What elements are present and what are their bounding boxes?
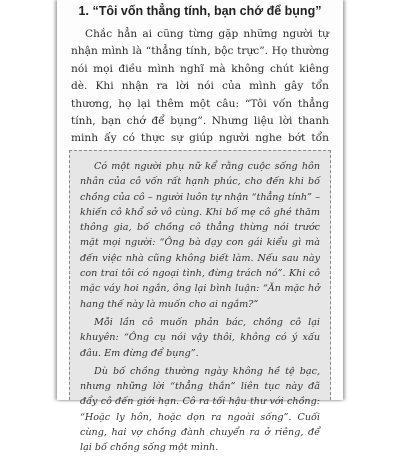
intro-paragraph: Chắc hẳn ai cũng từng gặp những người tự nhận mình là “thẳng tính, bộc trực”. Họ thường nói mọi điều mình nghĩ mà không chút kiêng dè. Khi nhận ra lời nói của mình gây tổn thương, họ lại thêm một câu: “Tôi vốn thẳng tính, bạn chớ để bụng”. Nhưng liệu lời thanh minh ấy có thực sự giúp người nghe bớt tổn	[71, 28, 329, 145]
story-box	[69, 150, 331, 454]
book-page	[57, 0, 343, 454]
story-paragraph-1: Có một người phụ nữ kể rằng cuộc sống hôn nhân của cô vốn rất hạnh phúc, cho đến khi bố chồng của cô – người luôn tự nhận “thẳng tính” – khiến cô khổ sở vô cùng. Khi bố mẹ cô ghé thăm thông gia, bố chồng cô thẳng thừng nói trước mặt mọi người: “Ông bà dạy con gái kiểu gì mà đến việc nhà cũng không biết làm. Nếu sau này con trai tôi có ngoại tình, đừng trách nó”. Khi cô mặc váy hoi ngắn, ông lại bình luận: “Ăn mặc hở hang thế này là muốn cho ai ngắm?”	[80, 161, 320, 310]
story-paragraph-2: Mỗi lần cô muốn phản bác, chồng cô lại khuyên: “Ông cụ nói vậy thôi, không có ý xấu đâu. Em đừng để bụng”.	[80, 316, 320, 359]
section-heading: 1. “Tôi vốn thẳng tính, bạn chớ để bụng”	[78, 4, 322, 18]
story-paragraph-3: Dù bố chồng thường ngày không hề tệ bạc, nhưng những lời “thẳng thắn” liên tục này đã đẩy cô đến giới hạn. Cô ra tối hậu thư với chồng: “Hoặc ly hôn, hoặc dọn ra ngoài sống”. Cuối cùng, hai vợ chồng đành chuyển ra ở riêng, để lại bố chồng sống một mình.	[80, 365, 320, 454]
